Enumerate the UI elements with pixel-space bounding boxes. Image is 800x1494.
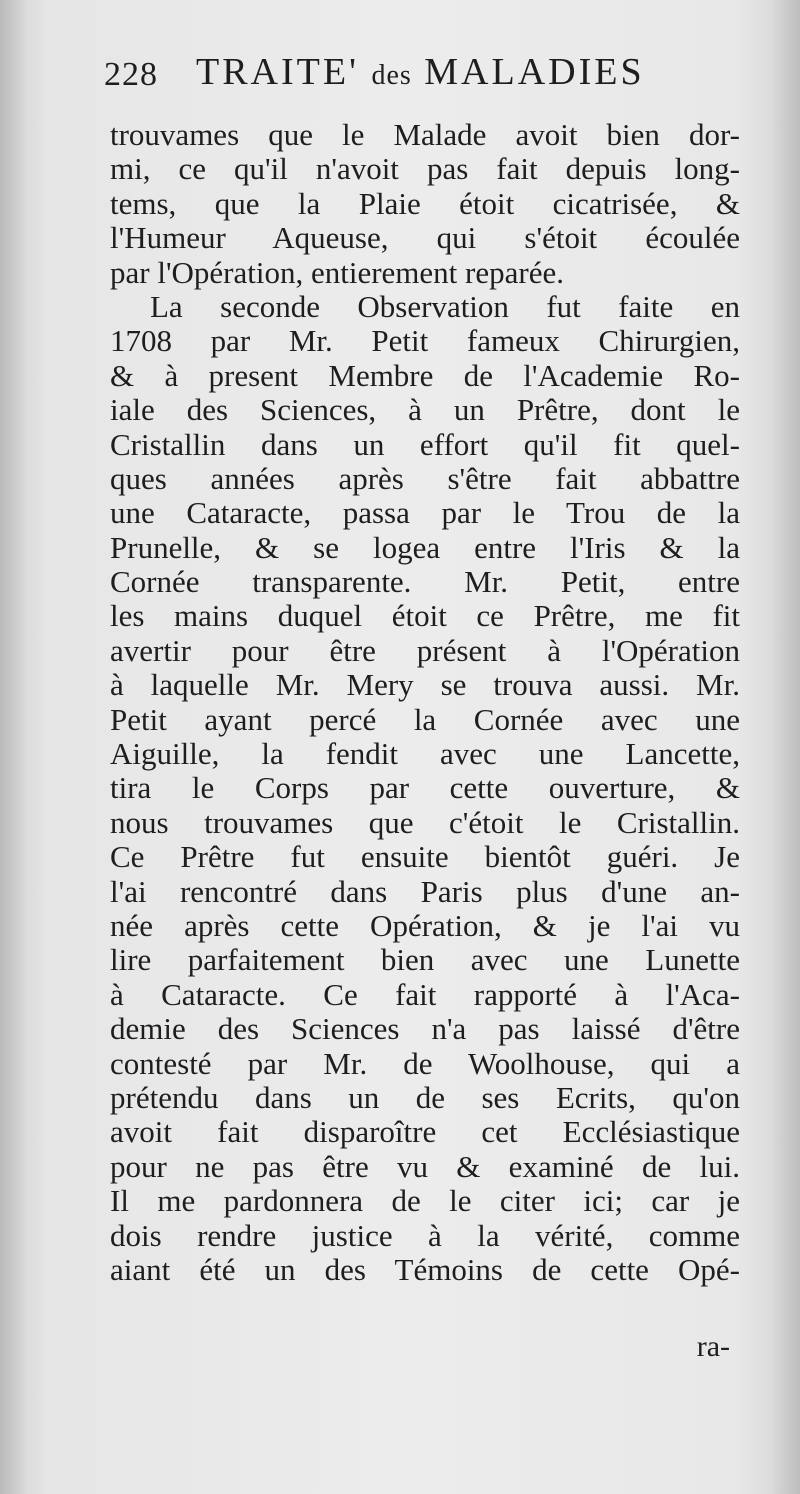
text-line: à Cataracte. Ce fait rapporté à l'Aca- [110,976,740,1012]
text-line: mi, ce qu'il n'avoit pas fait depuis long- [110,151,740,187]
running-head [104,50,724,102]
text-line: Cristallin dans un effort qu'il fit quel- [110,426,740,462]
running-title [196,50,645,94]
text-line: ques années après s'être fait abbattre [110,460,740,496]
text-line: aiant été un des Témoins de cette Opé- [110,1251,740,1287]
catchword: ra- [696,1330,730,1363]
body-text [110,118,740,1287]
running-title-des: des [371,60,412,91]
text-line: une Cataracte, passa par le Trou de la [110,495,740,531]
text-line: tems, que la Plaie étoit cicatrisée, & [110,185,740,221]
text-line: La seconde Observation fut faite en [150,288,740,324]
text-line: demie des Sciences n'a pas laissé d'être [110,1011,740,1047]
text-line: dois rendre justice à la vérité, comme [110,1217,740,1253]
text-line: lire parfaitement bien avec une Lunette [110,942,740,978]
text-line: l'Humeur Aqueuse, qui s'étoit écoulée [110,220,740,256]
text-line: Petit ayant percé la Cornée avec une [110,701,740,737]
text-line: née après cette Opération, & je l'ai vu [110,907,740,943]
text-line: 1708 par Mr. Petit fameux Chirurgien, [110,323,740,359]
gutter-shadow [0,0,28,1494]
text-line: Aiguille, la fendit avec une Lancette, [110,736,740,772]
text-line: & à present Membre de l'Academie Ro- [110,357,740,393]
text-line: avertir pour être présent à l'Opération [110,632,740,668]
edge-shadow [770,0,800,1494]
text-line: par l'Opération, entierement reparée. [110,254,564,290]
text-line: prétendu dans un de ses Ecrits, qu'on [110,1079,740,1115]
text-line: contesté par Mr. de Woolhouse, qui a [110,1045,740,1081]
text-line: iale des Sciences, à un Prêtre, dont le [110,392,740,428]
text-line: les mains duquel étoit ce Prêtre, me fit [110,598,740,634]
text-line: pour ne pas être vu & examiné de lui. [110,1148,740,1184]
text-line: tira le Corps par cette ouverture, & [110,770,740,806]
text-line: Ce Prêtre fut ensuite bientôt guéri. Je [110,839,740,875]
text-line: avoit fait disparoître cet Ecclésiastique [110,1114,740,1150]
running-title-main: TRAITE' [196,51,359,93]
text-line: Cornée transparente. Mr. Petit, entre [110,564,740,600]
text-line: l'ai rencontré dans Paris plus d'une an- [110,873,740,909]
text-line: Prunelle, & se logea entre l'Iris & la [110,529,740,565]
text-line: nous trouvames que c'étoit le Cristallin. [110,804,740,840]
text-line: trouvames que le Malade avoit bien dor- [110,117,740,152]
text-line: Il me pardonnera de le citer ici; car je [110,1183,740,1219]
running-title-rest: MALADIES [424,51,645,93]
text-line: à laquelle Mr. Mery se trouva aussi. Mr. [110,667,740,703]
page-number: 228 [104,56,158,93]
